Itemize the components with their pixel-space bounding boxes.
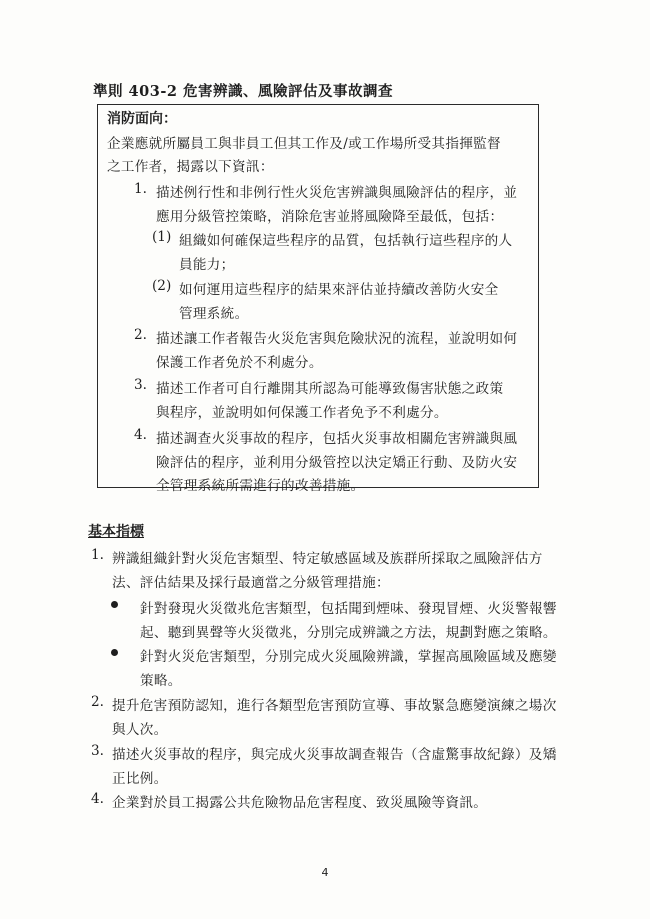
indicator-1-bullet-2-line-2: 策略。 <box>140 673 182 689</box>
box-item-1-number: 1. <box>134 181 147 197</box>
box-item-3-number: 3. <box>134 377 147 393</box>
box-item-4-number: 4. <box>134 427 147 443</box>
indicator-1-bullet-1-line-2: 起、聽到異聲等火災徵兆，分別完成辨識之方法，規劃對應之策略。 <box>140 625 557 641</box>
box-item-3-line-2: 與程序，並說明如何保護工作者免予不利處分。 <box>156 405 448 421</box>
indicator-3-number: 3. <box>91 743 104 759</box>
section-title: 基本指標 <box>88 524 144 540</box>
page-number: 4 <box>321 866 329 879</box>
box-item-4-line-2: 險評估的程序，並利用分級管控以決定矯正行動、及防火安 <box>156 455 518 471</box>
indicator-4-line-1: 企業對於員工揭露公共危險物品危害程度、致災風險等資訊。 <box>112 795 488 811</box>
indicator-3-line-2: 正比例。 <box>112 771 168 787</box>
box-item-3-line-1: 描述工作者可自行離開其所認為可能導致傷害狀態之政策 <box>156 381 504 397</box>
box-item-2-line-2: 保護工作者免於不利處分。 <box>156 355 323 371</box>
indicator-4-number: 4. <box>91 791 104 807</box>
box-subitem-1-line-1: 組織如何確保這些程序的品質，包括執行這些程序的人 <box>179 233 513 249</box>
box-subitem-2-line-2: 管理系統。 <box>179 306 249 322</box>
box-title: 消防面向： <box>107 111 177 127</box>
indicator-2-line-1: 提升危害預防認知，進行各類型危害預防宣導、事故緊急應變演練之場次 <box>112 698 557 714</box>
box-item-2-line-1: 描述讓工作者報告火災危害與危險狀況的流程，並說明如何 <box>156 331 518 347</box>
box-subitem-2-line-1: 如何運用這些程序的結果來評估並持續改善防火安全 <box>179 282 499 298</box>
indicator-1-bullet-2-line-1: 針對火災危害類型，分別完成火災風險辨識，掌握高風險區域及應變 <box>140 649 557 665</box>
box-subitem-2-number: (2) <box>152 278 172 294</box>
box-item-4-line-3: 全管理系統所需進行的改善措施。 <box>156 478 365 494</box>
indicator-1-line-1: 辨識組織針對火災危害類型、特定敏感區域及族群所採取之風險評估方 <box>112 551 543 567</box>
box-item-1-line-1: 描述例行性和非例行性火災危害辨識與風險評估的程序，並 <box>156 185 518 201</box>
indicator-1-bullet-1-line-1: 針對發現火災徵兆危害類型，包括聞到煙味、發現冒煙、火災警報響 <box>140 601 557 617</box>
box-item-4-line-1: 描述調查火災事故的程序，包括火災事故相關危害辨識與風 <box>156 431 518 447</box>
box-item-1-line-2: 應用分級管控策略，消除危害並將風險降至最低，包括： <box>156 209 504 225</box>
box-subitem-1-line-2: 員能力； <box>179 257 235 273</box>
box-intro-line-1: 企業應就所屬員工與非員工但其工作及/或工作場所受其指揮監督 <box>107 136 501 152</box>
indicator-1-number: 1. <box>91 547 104 563</box>
box-intro-line-2: 之工作者，揭露以下資訊： <box>107 159 274 175</box>
indicator-1-line-2: 法、評估結果及採行最適當之分級管理措施： <box>112 575 390 591</box>
bullet-icon <box>111 649 118 656</box>
indicator-2-line-2: 與人次。 <box>112 722 168 738</box>
box-subitem-1-number: (1) <box>152 229 172 245</box>
standard-heading: 準則 403-2 危害辨識、風險評估及事故調查 <box>93 83 393 100</box>
indicator-3-line-1: 描述火災事故的程序，與完成火災事故調查報告（含虛驚事故紀錄）及矯 <box>112 747 557 763</box>
box-item-2-number: 2. <box>134 327 147 343</box>
indicator-2-number: 2. <box>91 694 104 710</box>
bullet-icon <box>111 601 118 608</box>
